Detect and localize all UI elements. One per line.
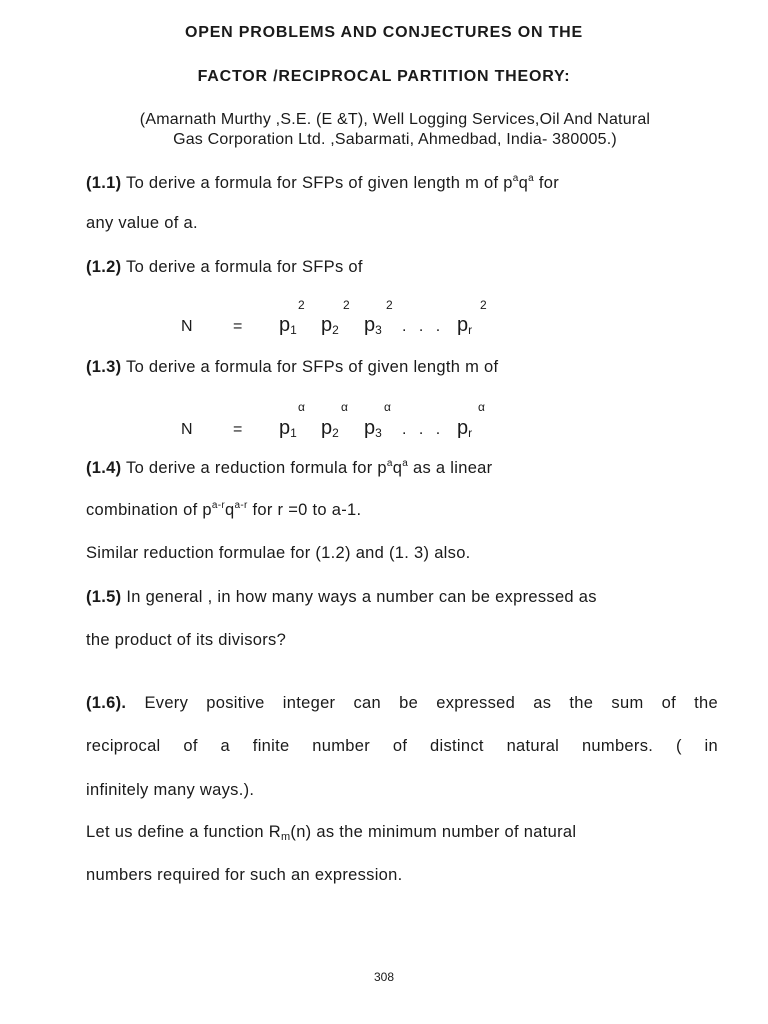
eq2-term-r: pr	[457, 417, 473, 440]
eq2-exp-3: α	[384, 400, 391, 414]
problem-1-6-definition	[86, 823, 576, 843]
problem-1-1-sup-a: a	[512, 173, 519, 184]
problem-1-1-number: (1.1)	[86, 174, 122, 192]
problem-1-4-continuation	[86, 500, 361, 520]
eq1-equals: =	[233, 318, 243, 335]
problem-1-4-cont-a: combination of p	[86, 501, 212, 519]
problem-1-4-cont-sup-a: a-r	[211, 500, 225, 511]
eq2-dots: . . .	[402, 421, 445, 438]
eq2-exp-1: α	[298, 400, 305, 414]
problem-1-4-text-c: as a linear	[408, 459, 493, 477]
affiliation-line-1: (Amarnath Murthy ,S.E. (E &T), Well Logging Services,Oil And Natural	[139, 111, 651, 128]
problem-1-6-definition-continuation: numbers required for such an expression.	[86, 866, 403, 884]
eq1-dots: . . .	[402, 318, 445, 335]
eq1-exp-r: 2	[480, 298, 487, 312]
problem-1-4-cont-sup-b: a-r	[234, 500, 248, 511]
problem-1-3	[86, 358, 498, 377]
eq2-term-1: p1	[279, 417, 297, 440]
problem-1-1-text-a: To derive a formula for SFPs of given length m of p	[121, 174, 513, 192]
problem-1-2	[86, 258, 363, 277]
problem-1-1-text-c: for	[534, 174, 560, 192]
problem-1-6-def-sub: m	[280, 831, 291, 843]
eq1-exp-1: 2	[298, 298, 305, 312]
eq2-exp-2: α	[341, 400, 348, 414]
eq2-term-3: p3	[364, 417, 382, 440]
problem-1-4-text-b: q	[392, 459, 403, 477]
eq1-lhs: N	[181, 318, 193, 335]
problem-1-6-def-a: Let us define a function R	[86, 823, 281, 841]
problem-1-6-number: (1.6).	[86, 694, 127, 712]
problem-1-4-number: (1.4)	[86, 459, 122, 477]
problem-1-4-text-a: To derive a reduction formula for p	[121, 459, 387, 477]
problem-1-1-continuation: any value of a.	[86, 214, 198, 232]
problem-1-6-continuation-2: infinitely many ways.).	[86, 781, 255, 799]
problem-1-3-number: (1.3)	[86, 358, 122, 376]
eq1-term-2: p2	[321, 314, 339, 337]
problem-1-4-cont-c: for r =0 to a-1.	[247, 501, 362, 519]
problem-1-3-text: To derive a formula for SFPs of given length m of	[121, 358, 499, 376]
eq2-equals: =	[233, 421, 243, 438]
problem-1-5-number: (1.5)	[86, 588, 122, 606]
problem-1-2-text: To derive a formula for SFPs of	[121, 258, 363, 276]
problem-1-4-similar: Similar reduction formulae for (1.2) and (1. 3) also.	[86, 544, 471, 562]
problem-1-4-sup-a: a	[386, 458, 393, 469]
problem-1-6-continuation-1: reciprocal of a finite number of distinct natural numbers. ( in	[86, 737, 718, 755]
eq1-term-3: p3	[364, 314, 382, 337]
eq1-term-r: pr	[457, 314, 473, 337]
affiliation-line-2: Gas Corporation Ltd. ,Sabarmati, Ahmedbad, India- 380005.)	[173, 131, 617, 148]
eq2-exp-r: α	[478, 400, 485, 414]
problem-1-5-text: In general , in how many ways a number can be expressed as	[121, 588, 597, 606]
eq2-term-2: p2	[321, 417, 339, 440]
problem-1-6	[86, 694, 718, 713]
problem-1-1	[86, 173, 559, 193]
problem-1-4-sup-b: a	[402, 458, 409, 469]
problem-1-4-cont-b: q	[225, 501, 235, 519]
eq2-lhs: N	[181, 421, 193, 438]
problem-1-6-text: Every positive integer can be expressed as the sum of the	[126, 694, 718, 712]
page-number: 308	[373, 970, 395, 984]
problem-1-1-text-b: q	[518, 174, 529, 192]
problem-1-2-number: (1.2)	[86, 258, 122, 276]
title-line-1: OPEN PROBLEMS AND CONJECTURES ON THE	[184, 24, 584, 41]
eq1-exp-2: 2	[343, 298, 350, 312]
eq1-exp-3: 2	[386, 298, 393, 312]
problem-1-1-sup-b: a	[528, 173, 534, 184]
problem-1-4	[86, 458, 492, 478]
eq1-term-1: p1	[279, 314, 297, 337]
problem-1-5-continuation: the product of its divisors?	[86, 631, 287, 649]
problem-1-5	[86, 588, 597, 607]
title-line-2: FACTOR /RECIPROCAL PARTITION THEORY:	[197, 68, 571, 85]
problem-1-6-def-b: (n) as the minimum number of natural	[290, 823, 577, 841]
